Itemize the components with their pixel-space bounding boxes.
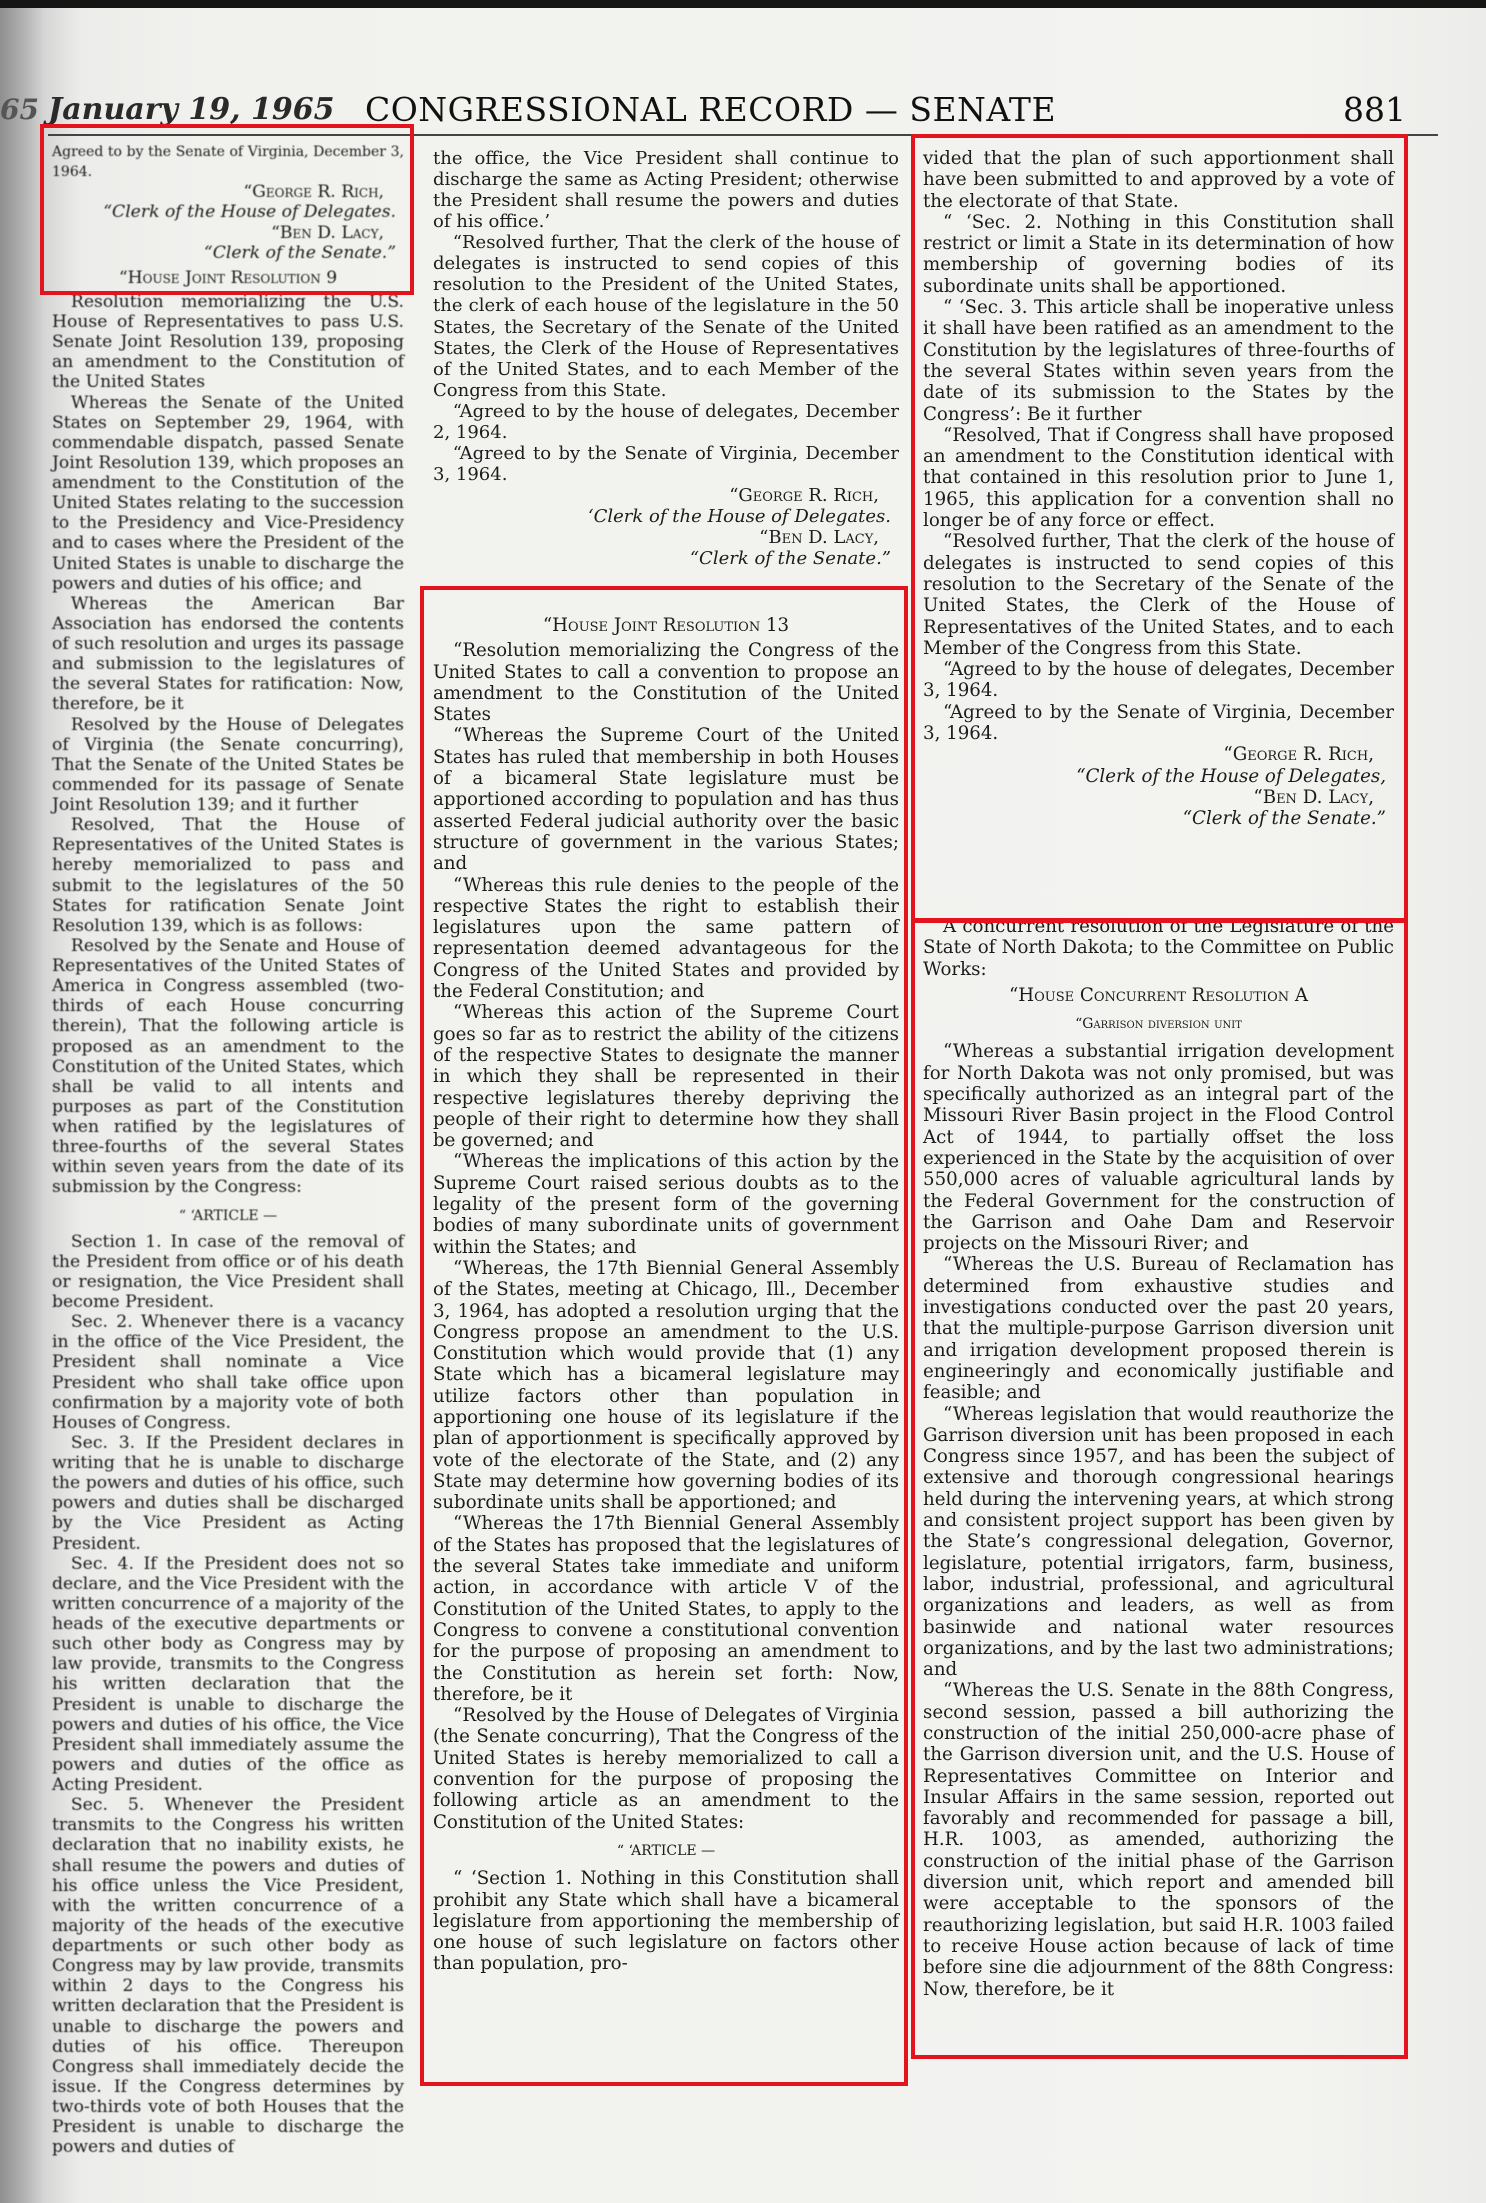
paragraph: “Whereas the U.S. Senate in the 88th Congress, second session, passed a bill authorizing the construction of the initial 250,000-acre phase of the Garrison diversion unit, and the U.S. House of Representatives Committee on Interior and Insular Affairs in the same session, reported out favorably and recommended for passage a bill, H.R. 1003, as amended, authorizing the construction of the initial phase of the Garrison diversion unit, which report and amended bill were acceptable to the sponsors of the reauthorizing legislation, but said H.R. 1003 failed to receive House action because of lack of time before sine die adjournment of the 88th Congress: Now, therefore, be it: [923, 1680, 1394, 2000]
header-page-number: 881: [1343, 90, 1406, 129]
paragraph: Sec. 5. Whenever the President transmits to the Congress his written declaration that no inability exists, he shall resume the powers and duties of his office unless the Vice President, with the written concurrence of a majority of the heads of the executive departments or such other body as Congress may by law provide, transmits within 2 days to the Congress his written declaration that the President is unable to discharge the powers and duties of his office. Thereupon Congress shall immediately decide the issue. If the Congress determines by two-thirds vote of both Houses that the President is unable to discharge the powers and duties of: [52, 1795, 404, 2158]
signature-name: “George R. Rich,: [1223, 744, 1374, 766]
signature-title: “Clerk of the Senate.”: [203, 242, 396, 263]
signature-title: “Clerk of the Senate.”: [1182, 808, 1386, 830]
paragraph: Resolution memorializing the U.S. House of Representatives to pass U.S. Senate Joint Resolution 139, proposing an amendment to the Constitution of the United States: [52, 291, 404, 393]
paragraph: “Whereas this rule denies to the people of the respective States the right to establish their legislatures upon the same pattern of representation deemed advantageous for the Congress of the United States and provided by the Federal Constitution; and: [433, 874, 899, 1003]
paragraph: Sec. 3. If the President declares in writing that he is unable to discharge the powers and duties of his office, such powers and duties shall be discharged by the Vice President as Acting President.: [52, 1432, 404, 1554]
paragraph: “Whereas a substantial irrigation development for North Dakota was not only promised, but was specifically authorized as an integral part of the Missouri River Basin project in the Flood Control Act of 1944, to partially offset the loss experienced in the State by the acquisition of over 550,000 acres of valuable agricultural lands by the Federal Government for the construction of the Garrison and Oahe Dam and Reservoir projects on the Missouri River; and: [923, 1041, 1394, 1255]
column-middle-top: [433, 148, 899, 569]
paragraph: “ ‘Sec. 2. Nothing in this Constitution shall restrict or limit a State in its determination of how membership of governing bodies of its subordinate units shall be apportioned.: [923, 211, 1394, 297]
article-heading: “ ‘ARTICLE —: [178, 1207, 278, 1224]
paragraph: “Whereas the implications of this action by the Supreme Court raised serious doubts as to the legality of the present form of the governing bodies of many subordinate units of government within the States; and: [433, 1151, 899, 1258]
resolution-title: “House Joint Resolution 13: [542, 615, 790, 636]
paragraph: A concurrent resolution of the Legislature of the State of North Dakota; to the Committee on Public Works:: [923, 916, 1394, 980]
paragraph: Resolved by the Senate and House of Representatives of the United States of America in Congress assembled (two-thirds of each House concurring therein), That the following article is proposed as an amendment to the Constitution of the United States, which shall be valid to all intents and purposes as part of the Constitution when ratified by the legislatures of three-fourths of the several States within seven years from the date of its submission by the Congress:: [52, 935, 404, 1198]
paragraph: vided that the plan of such apportionment shall have been submitted to and approved by a vote of the electorate of that State.: [923, 148, 1394, 212]
paragraph: Resolved, That the House of Representatives of the United States is hereby memorialized to pass and submit to the legislatures of the 50 States for ratification Senate Joint Resolution 139, which is as follows:: [52, 815, 404, 936]
signature-title: “Clerk of the Senate.”: [689, 548, 891, 570]
signature-title: ‘Clerk of the House of Delegates.: [587, 506, 891, 528]
signature-name: “George R. Rich,: [243, 182, 384, 203]
header-rule: [48, 134, 1438, 136]
paragraph: “ ‘Section 1. Nothing in this Constitution shall prohibit any State which shall have a bicameral legislature from apportioning the membership of one house of such legislature on factors other than population, pro-: [433, 1868, 899, 1975]
paragraph: “Whereas legislation that would reauthorize the Garrison diversion unit has been proposed in each Congress since 1957, and has been the subject of extensive and thorough congressional hearings held during the intervening years, at which strong and consistent project support has been given by the State’s congressional delegation, Governor, legislature, potential irrigators, farm, business, labor, industrial, professional, and agricultural organizations and leaders, as well as from basinwide and national water resources organizations, and by the last two administrations; and: [923, 1403, 1394, 1681]
header-date: January 19, 1965: [48, 92, 335, 127]
paragraph: “Resolution memorializing the Congress of the United States to call a convention to propose an amendment to the Constitution of the United States: [433, 640, 899, 726]
paragraph: Section 1. In case of the removal of the President from office or of his death or resignation, the Vice President shall become President.: [52, 1231, 404, 1312]
paragraph: “Whereas this action of the Supreme Court goes so far as to restrict the ability of the citizens of the respective States to designate the manner in which they shall be represented in their respective legislatures thereby depriving the people of their right to determine how they shall be governed; and: [433, 1002, 899, 1152]
paragraph: “Agreed to by the house of delegates, December 3, 1964.: [923, 659, 1394, 702]
header-title: CONGRESSIONAL RECORD — SENATE: [365, 90, 1057, 129]
signature-title: “Clerk of the House of Delegates.: [103, 202, 396, 223]
adjacent-page-number: 65: [0, 93, 39, 126]
article-heading: “ ‘ARTICLE —: [616, 1842, 716, 1859]
paragraph: “Resolved, That if Congress shall have proposed an amendment to the Constitution identical with that contained in this resolution prior to June 1, 1965, this application for a convention shall no longer be of any force or effect.: [923, 424, 1394, 532]
column-right-bottom: [923, 916, 1394, 2000]
signature-name: “George R. Rich,: [729, 485, 879, 506]
paragraph: “Whereas the 17th Biennial General Assembly of the States has proposed that the legislatures of the several States take immediate and uniform action, in accordance with article V of the Constitution of the United States, to apply to the Congress to convene a constitutional convention for the purpose of proposing an amendment to the Constitution as herein set forth: Now, therefore, be it: [433, 1513, 899, 1705]
paragraph: the office, the Vice President shall continue to discharge the same as Acting President; otherwise the President shall resume the powers and duties of his office.’: [433, 148, 899, 233]
paragraph: “Agreed to by the Senate of Virginia, December 3, 1964.: [923, 701, 1394, 745]
paragraph: Resolved by the House of Delegates of Virginia (the Senate concurring), That the Senate of the United States be commended for its passage of Senate Joint Resolution 139; and it further: [52, 714, 404, 815]
paragraph: “Agreed to by the house of delegates, December 2, 1964.: [433, 400, 899, 443]
paragraph: “ ‘Sec. 3. This article shall be inoperative unless it shall have been ratified as an amendment to the Constitution by the legislatures of three-fourths of the several States within seven years from the date of its submission to the States by the Congress’: Be it further: [923, 297, 1394, 425]
paragraph: “Agreed to by the Senate of Virginia, December 3, 1964.: [433, 442, 899, 485]
paragraph: Sec. 4. If the President does not so declare, and the Vice President with the written concurrence of a majority of the heads of the executive departments or such other body as Congress may by law provide, transmits to the Congress his written declaration that the President is unable to discharge the powers and duties of his office, the Vice President shall immediately assume the powers and duties of the office as Acting President.: [52, 1553, 404, 1795]
agreed-note: Agreed to by the Senate of Virginia, December 3, 1964.: [52, 144, 404, 181]
paragraph: Whereas the Senate of the United States on September 29, 1964, with commendable dispatch, passed Senate Joint Resolution 139, which proposes an amendment to the Constitution of the United States relating to the succession to the Presidency and Vice-Presidency and to cases where the President of the United States is unable to discharge the powers and duties of his office; and: [52, 392, 404, 594]
paragraph: “Whereas, the 17th Biennial General Assembly of the States, meeting at Chicago, Ill., December 3, 1964, has adopted a resolution urging that the Congress propose an amendment to the U.S. Constitution which would provide that (1) any State which has a bicameral legislature may utilize factors other than population in apportioning one house of its legislature if the plan of apportionment is specifically approved by vote of the electorate of the State, and (2) any State may determine how governing bodies of its subordinate units shall be apportioned; and: [433, 1257, 899, 1514]
resolution-subtitle: “Garrison diversion unit: [1075, 1016, 1242, 1033]
paragraph: Sec. 2. Whenever there is a vacancy in the office of the Vice President, the President shall nominate a Vice President who shall take office upon confirmation by a majority vote of both Houses of Congress.: [52, 1312, 404, 1433]
paragraph: Whereas the American Bar Association has endorsed the contents of such resolution and urges its passage and submission to the legislatures of the several States for ratification: Now, therefore, be it: [52, 593, 404, 715]
paragraph: “Whereas the Supreme Court of the United States has ruled that membership in both Houses of a bicameral State legislature must be apportioned according to population and has thus asserted Federal judicial authority over the basic structure of government in the various States; and: [433, 725, 899, 875]
paragraph: “Resolved further, That the clerk of the house of delegates is instructed to send copies of this resolution to the President of the United States, the clerk of each house of the legislature in the 50 States, the Secretary of the Senate of the United States, the Clerk of the House of Representatives of the United States, and to each Member of the Congress from this State.: [433, 232, 899, 401]
paragraph: “Whereas the U.S. Bureau of Reclamation has determined from exhaustive studies and investigations conducted over the past 20 years, that the multiple-purpose Garrison diversion unit and irrigation development proposed therein is engineeringly and economically justifiable and feasible; and: [923, 1254, 1394, 1404]
signature-name: “Ben D. Lacy,: [271, 222, 384, 243]
paragraph: “Resolved further, That the clerk of the house of delegates is instructed to send copies of this resolution to the Secretary of the Senate of the United States, the Clerk of the House of Representatives of the United States, and to each Member of the Congress from this State.: [923, 531, 1394, 659]
document-page: [0, 8, 1486, 2203]
resolution-title: “House Joint Resolution 9: [118, 267, 338, 288]
column-middle-boxed: [433, 610, 899, 1975]
scan-top-edge: [0, 0, 1486, 8]
column-left: [52, 142, 404, 2157]
paragraph: “Resolved by the House of Delegates of Virginia (the Senate concurring), That the Congress of the United States is hereby memorialized to call a convention for the purpose of proposing the following article as an amendment to the Constitution of the United States:: [433, 1705, 899, 1833]
signature-name: “Ben D. Lacy,: [1253, 786, 1374, 808]
resolution-title: “House Concurrent Resolution A: [1008, 984, 1309, 1006]
signature-name: “Ben D. Lacy,: [759, 527, 879, 549]
signature-title: “Clerk of the House of Delegates,: [1076, 765, 1386, 787]
column-right-top: [923, 148, 1394, 830]
